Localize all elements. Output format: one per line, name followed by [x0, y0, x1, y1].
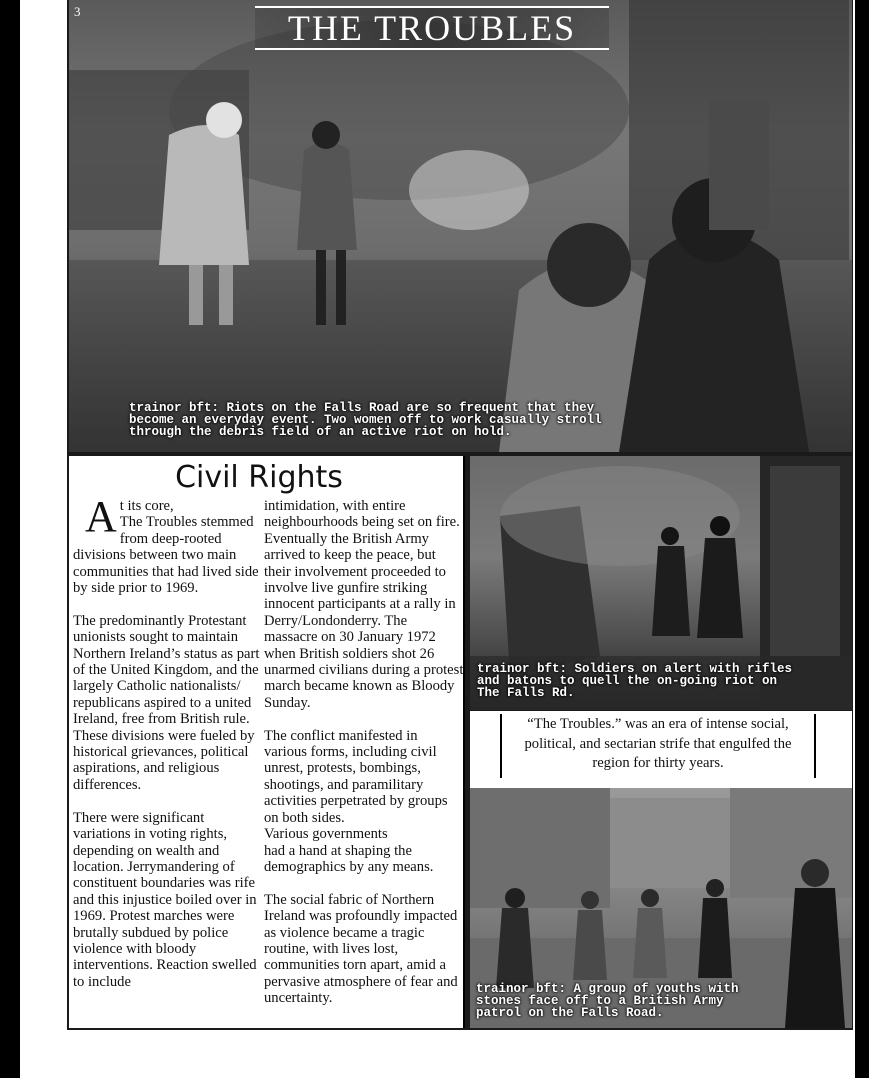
riot-photo — [69, 0, 852, 452]
riot-photo-scene — [69, 0, 852, 452]
article-paragraph: The social fabric of Northern Ireland was profoundly impacted as violence became a tragic routine, with lives lost, communities torn apart, amid a pervasive atmosphere of fear and uncertainty. — [264, 891, 458, 1007]
article-heading: Civil Rights — [175, 460, 343, 495]
riot-photo-caption: trainor bft: Riots on the Falls Road are so frequent that they become an everyday event. Two women off to work casually stroll through the debris field of an active riot on hold. — [129, 401, 602, 439]
pull-quote: “The Troubles.” was an era of intense social, political, and sectarian strife that engulfed the region for thirty years. — [500, 714, 816, 778]
page-title: THE TROUBLES — [255, 6, 609, 50]
civil-rights-article — [69, 456, 465, 1028]
article-paragraph — [73, 492, 261, 597]
article-paragraph-text: t its core, The Troubles stemmed from deep-rooted divisions between two main communities that had lived side by side prior to 1969. — [73, 498, 259, 597]
soldiers-photo-caption: trainor bft: Soldiers on alert with rifles and batons to quell the on-going riot on The Falls Rd. — [477, 662, 793, 700]
page-number: 3 — [74, 4, 81, 19]
drop-cap: A — [85, 492, 117, 541]
youths-photo-caption: trainor bft: A group of youths with stones face off to a British Army patrol on the Falls Road. — [476, 982, 739, 1020]
article-paragraph: The conflict manifested in various forms, including civil unrest, protests, bombings, shootings, and paramilitary activities perpetrated by groups on both sides. Various governments had a hand at shaping the demographics by any means. — [264, 727, 448, 875]
article-column-1 — [73, 492, 261, 1007]
article-column-2 — [264, 498, 464, 1023]
article-paragraph: There were significant variations in voting rights, depending on wealth and location. Jerrymandering of constituent boundaries was rife and this injustice boiled over in 1969. Protest marches were brutally subdued by police violence with bloody interventions. Reaction swelled to include — [73, 809, 257, 990]
article-paragraph: intimidation, with entire neighbourhoods being set on fire. Eventually the British Army arrived to keep the peace, but their involvement proceeded to involve live gunfire striking innocent participants at a rally in Derry/Londonderry. The massacre on 30 January 1972 when British soldiers shot 26 unarmed civilians during a protest march became known as Bloody Sunday. — [264, 498, 464, 711]
article-paragraph: The predominantly Protestant unionists sought to maintain Northern Ireland’s status as part of the United Kingdom, and the largely Catholic nationalists/ republicans aspired to a united Ireland, free from British rule. These divisions were fueled by historical grievances, political aspirations, and religious differences. — [73, 612, 260, 793]
